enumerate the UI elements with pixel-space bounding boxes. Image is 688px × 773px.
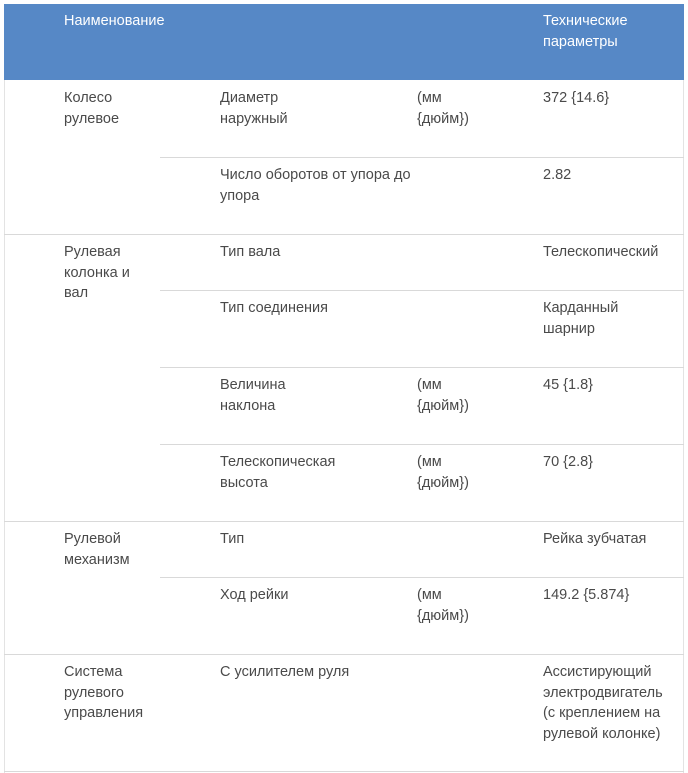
- value-label: 70 {2.8}: [543, 454, 593, 470]
- row-divider: [160, 157, 684, 158]
- param-label: Величина наклона: [220, 377, 286, 414]
- param-label: Телескопическая высота: [220, 454, 336, 491]
- group-title: Колесо рулевое: [64, 90, 120, 127]
- value-label: 372 {14.6}: [543, 90, 610, 106]
- group-title: Рулевая колонка и вал: [64, 244, 130, 301]
- value-label: Телескопический: [543, 244, 659, 260]
- param-label: Тип: [220, 531, 245, 547]
- right-border: [683, 80, 684, 773]
- value-label: Карданный шарнир: [543, 300, 619, 337]
- param-label: Число оборотов от упора до упора: [220, 167, 411, 204]
- row-divider: [160, 367, 684, 368]
- value-label: Ассистирующий электродвигатель (с креплением на рулевой колонке): [543, 664, 663, 742]
- param-label: Тип соединения: [220, 300, 329, 316]
- header-params: Технические параметры: [543, 13, 628, 50]
- value-label: 45 {1.8}: [543, 377, 593, 393]
- unit-label: (мм {дюйм}): [417, 454, 469, 491]
- unit-label: (мм {дюйм}): [417, 377, 469, 414]
- row-divider: [160, 577, 684, 578]
- unit-label: (мм {дюйм}): [417, 90, 469, 127]
- group-divider: [4, 234, 684, 235]
- value-label: 2.82: [543, 167, 572, 183]
- group-divider: [4, 521, 684, 522]
- bottom-border: [4, 771, 684, 772]
- param-label: С усилителем руля: [220, 664, 350, 680]
- value-label: 149.2 {5.874}: [543, 587, 630, 603]
- value-label: Рейка зубчатая: [543, 531, 647, 547]
- table-header: [4, 4, 684, 80]
- group-divider: [4, 654, 684, 655]
- header-name: Наименование: [64, 13, 165, 29]
- group-title: Рулевой механизм: [64, 531, 130, 568]
- row-divider: [160, 444, 684, 445]
- left-border: [4, 80, 5, 773]
- param-label: Тип вала: [220, 244, 281, 260]
- unit-label: (мм {дюйм}): [417, 587, 469, 624]
- param-label: Ход рейки: [220, 587, 289, 603]
- row-divider: [160, 290, 684, 291]
- group-title: Система рулевого управления: [64, 664, 144, 721]
- param-label: Диаметр наружный: [220, 90, 288, 127]
